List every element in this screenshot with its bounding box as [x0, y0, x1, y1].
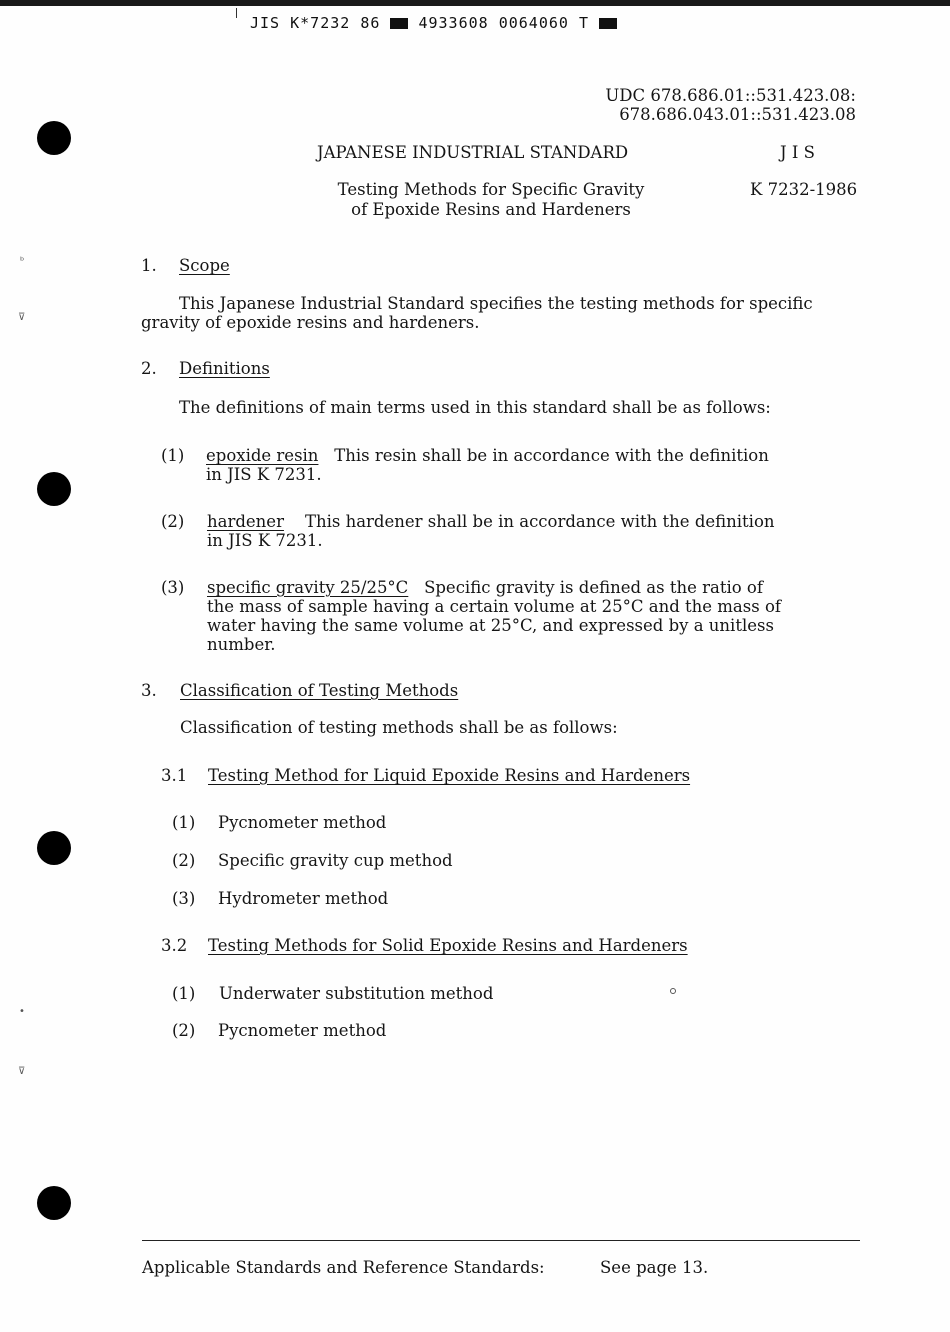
standard-title	[302, 180, 680, 220]
section-2-heading: Definitions	[179, 359, 270, 378]
margin-speck: ⊽	[18, 312, 26, 323]
definition-1-line-2: in JIS K 7231.	[206, 465, 322, 484]
liquid-method-1: Pycnometer method	[218, 813, 387, 832]
definition-3-line-2: the mass of sample having a certain volume at 25°C and the mass of	[207, 597, 781, 616]
definition-1-line-1: This resin shall be in accordance with the definition	[334, 446, 769, 465]
definition-2-line-1: This hardener shall be in accordance with the definition	[304, 512, 775, 531]
footer-rule	[142, 1240, 860, 1241]
jis-label: J I S	[780, 143, 815, 162]
section-1-text-line-2: gravity of epoxide resins and hardeners.	[141, 313, 480, 332]
punch-hole	[37, 121, 71, 155]
definition-3-line-4: number.	[207, 635, 276, 654]
liquid-method-3-number: (3)	[172, 889, 196, 908]
liquid-method-3: Hydrometer method	[218, 889, 389, 908]
solid-method-2: Pycnometer method	[218, 1021, 387, 1040]
margin-speck: ⊽	[18, 1066, 26, 1077]
barcode-block-2	[599, 18, 617, 29]
section-3-heading: Classification of Testing Methods	[180, 681, 459, 700]
section-1-number: 1.	[141, 256, 157, 275]
udc-block	[605, 86, 856, 124]
punch-hole	[37, 831, 71, 865]
standard-number: K 7232-1986	[750, 180, 858, 199]
standard-org: JAPANESE INDUSTRIAL STANDARD	[317, 143, 629, 162]
definition-3	[207, 578, 781, 654]
section-3-intro: Classification of testing methods shall be as follows:	[180, 718, 618, 737]
title-line-1: Testing Methods for Specific Gravity	[337, 180, 645, 199]
definition-2	[207, 512, 775, 550]
subsection-3-2-heading: Testing Methods for Solid Epoxide Resins and Hardeners	[208, 936, 688, 955]
definition-2-term: hardener	[207, 512, 284, 531]
title-line-2: of Epoxide Resins and Hardeners	[351, 200, 631, 219]
definition-2-line-2: in JIS K 7231.	[207, 531, 323, 550]
liquid-method-2-number: (2)	[172, 851, 196, 870]
section-3-number: 3.	[141, 681, 157, 700]
solid-method-2-number: (2)	[172, 1021, 196, 1040]
punch-hole	[37, 472, 71, 506]
definition-3-term: specific gravity 25/25°C	[207, 578, 409, 597]
section-1-text-line-1: This Japanese Industrial Standard specifies the testing methods for specific	[179, 294, 813, 313]
definition-3-number: (3)	[161, 578, 185, 597]
solid-method-1-number: (1)	[172, 984, 196, 1003]
footer-reference: See page 13.	[600, 1258, 709, 1277]
definition-3-line-1: Specific gravity is defined as the ratio of	[424, 578, 763, 597]
section-1-heading: Scope	[179, 256, 230, 275]
liquid-method-1-number: (1)	[172, 813, 196, 832]
liquid-method-2: Specific gravity cup method	[218, 851, 453, 870]
scan-top-edge	[0, 0, 950, 6]
subsection-3-2-number: 3.2	[161, 936, 188, 955]
section-2-number: 2.	[141, 359, 157, 378]
margin-speck: •	[19, 1006, 25, 1017]
definition-3-line-3: water having the same volume at 25°C, and expressed by a unitless	[207, 616, 774, 635]
subsection-3-1-heading: Testing Method for Liquid Epoxide Resins and Hardeners	[208, 766, 691, 785]
definition-1	[206, 446, 769, 484]
subsection-3-1-number: 3.1	[161, 766, 188, 785]
header-code-left: JIS K*7232 86	[250, 14, 381, 32]
section-2-intro: The definitions of main terms used in this standard shall be as follows:	[179, 398, 771, 417]
definition-1-term: epoxide resin	[206, 446, 319, 465]
footer-label: Applicable Standards and Reference Standards:	[142, 1258, 545, 1277]
barcode-block-1	[390, 18, 408, 29]
margin-speck: ᵇ	[20, 256, 25, 267]
definition-2-number: (2)	[161, 512, 185, 531]
udc-line-2: 678.686.043.01::531.423.08	[619, 105, 856, 124]
scan-tick	[236, 8, 237, 18]
punch-hole	[37, 1186, 71, 1220]
definition-1-number: (1)	[161, 446, 185, 465]
header-code-line	[250, 14, 617, 32]
header-code-mid: 4933608 0064060 T	[418, 14, 589, 32]
udc-line-1: UDC 678.686.01::531.423.08:	[605, 86, 856, 105]
scan-speck	[670, 988, 676, 994]
solid-method-1: Underwater substitution method	[219, 984, 494, 1003]
